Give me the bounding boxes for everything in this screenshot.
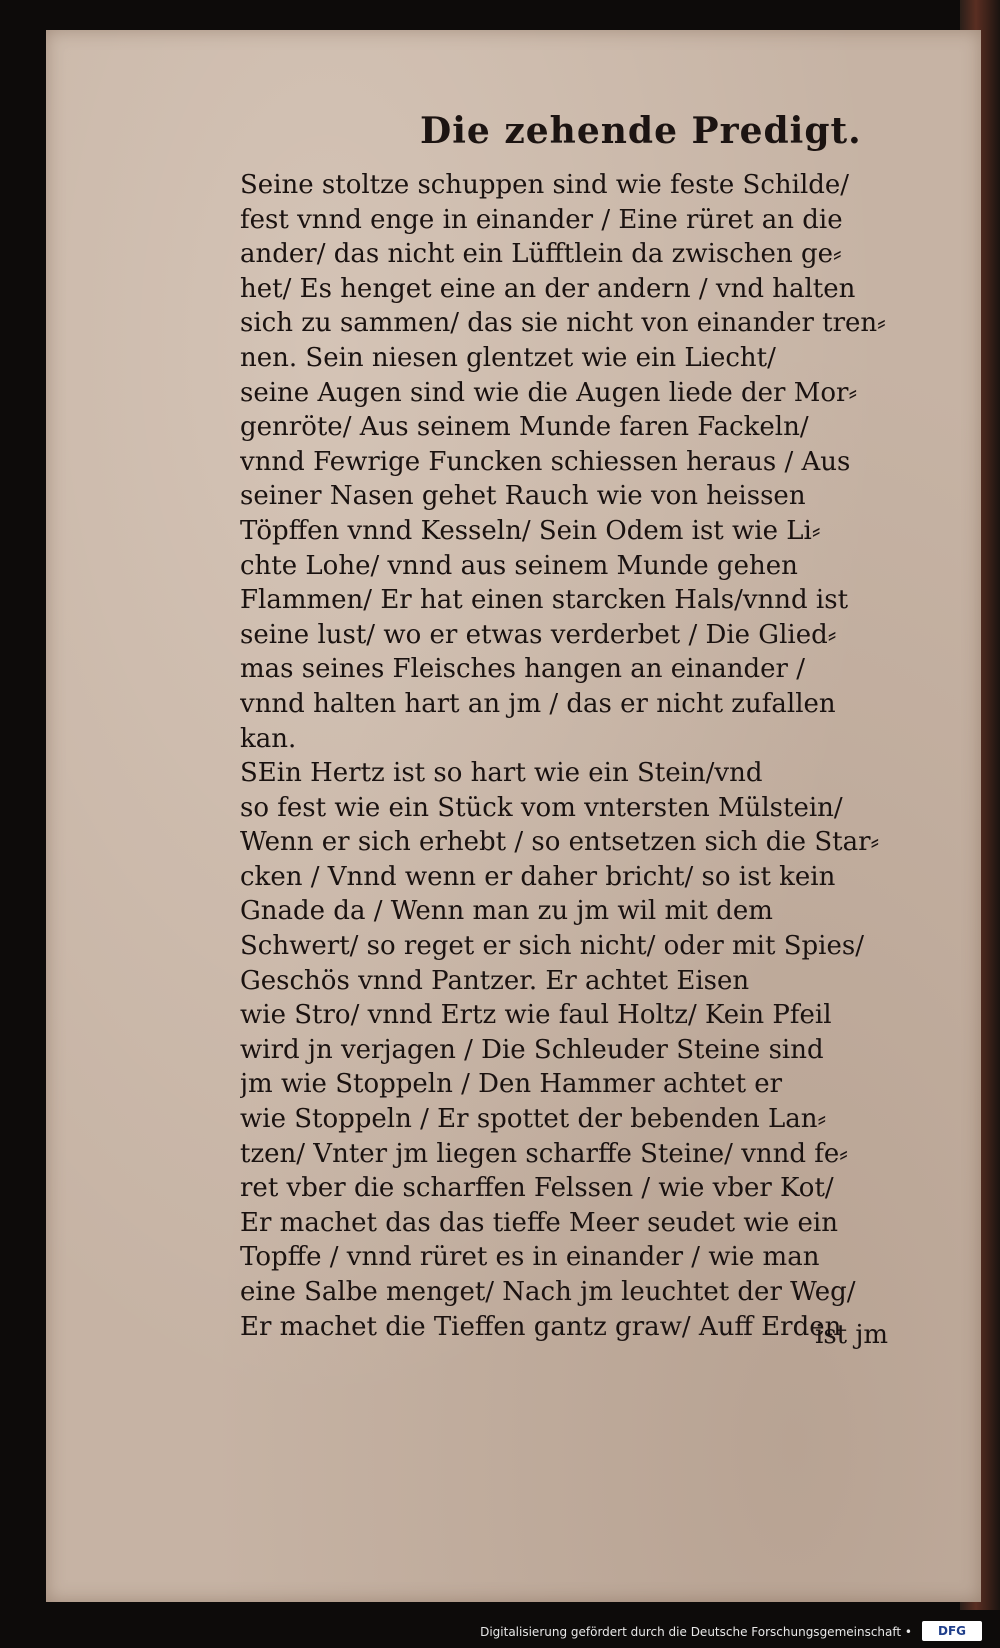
text-line: mas seines Fleisches hangen an einander / [240, 654, 805, 685]
text-line: Geschös vnnd Pantzer. Er achtet Eisen [240, 965, 750, 996]
text-line: Töpffen vnnd Kesseln/ Sein Odem ist wie Li⸗ [240, 515, 821, 546]
dfg-logo: DFG [922, 1621, 982, 1641]
text-line: kan. [240, 723, 297, 754]
text-line: fest vnnd enge in einander / Eine rüret an die [240, 204, 843, 235]
text-line: seine Augen sind wie die Augen liede der Mor⸗ [240, 377, 858, 408]
text-line: Er machet die Tieffen gantz graw/ Auff Erden [240, 1311, 842, 1342]
text-line: tzen/ Vnter jm liegen scharffe Steine/ vnnd fe⸗ [240, 1138, 848, 1169]
text-line: Gnade da / Wenn man zu jm wil mit dem [240, 896, 773, 927]
text-line: genröte/ Aus seinem Munde faren Fackeln/ [240, 412, 809, 443]
text-line: Wenn er sich erhebt / so entsetzen sich die Star⸗ [240, 827, 880, 858]
text-line: ret vber die scharffen Felssen / wie vber Kot/ [240, 1173, 834, 1204]
page-heading: Die zehende Predigt. [420, 110, 862, 152]
text-line: seine lust/ wo er etwas verderbet / Die Glied⸗ [240, 619, 837, 650]
text-line: vnnd Fewrige Funcken schiessen heraus / Aus [240, 446, 851, 477]
text-line: Topffe / vnnd rüret es in einander / wie man [240, 1242, 820, 1273]
text-line: jm wie Stoppeln / Den Hammer achtet er [240, 1069, 783, 1100]
text-line: nen. Sein niesen glentzet wie ein Liecht/ [240, 342, 776, 373]
text-line: Er machet das das tieffe Meer seudet wie ein [240, 1207, 838, 1238]
text-line: wird jn verjagen / Die Schleuder Steine sind [240, 1034, 824, 1065]
text-line: het/ Es henget eine an der andern / vnd halten [240, 273, 856, 304]
text-line: SEin Hertz ist so hart wie ein Stein/vnd [240, 758, 763, 789]
body-text [240, 168, 900, 1344]
text-line: so fest wie ein Stück vom vntersten Mülstein/ [240, 792, 843, 823]
text-line: wie Stro/ vnnd Ertz wie faul Holtz/ Kein Pfeil [240, 1000, 832, 1031]
catchword: ist jm [815, 1320, 889, 1350]
text-line: vnnd halten hart an jm / das er nicht zufallen [240, 688, 836, 719]
text-line: cken / Vnnd wenn er daher bricht/ so ist kein [240, 861, 836, 892]
text-line: eine Salbe menget/ Nach jm leuchtet der Weg/ [240, 1277, 856, 1307]
text-line: Schwert/ so reget er sich nicht/ oder mit Spies/ [240, 931, 864, 962]
footer-credit: Digitalisierung gefördert durch die Deutsche Forschungsgemeinschaft • [480, 1625, 912, 1639]
text-line: wie Stoppeln / Er spottet der bebenden Lan⸗ [240, 1104, 827, 1135]
text-line: Flammen/ Er hat einen starcken Hals/vnnd ist [240, 585, 849, 616]
text-line: Seine stoltze schuppen sind wie feste Schilde/ [240, 170, 850, 200]
text-line: ander/ das nicht ein Lüfftlein da zwischen ge⸗ [240, 239, 842, 270]
text-line: seiner Nasen gehet Rauch wie von heissen [240, 481, 806, 512]
text-line: chte Lohe/ vnnd aus seinem Munde gehen [240, 550, 798, 581]
text-line: sich zu sammen/ das sie nicht von einander tren⸗ [240, 308, 886, 339]
